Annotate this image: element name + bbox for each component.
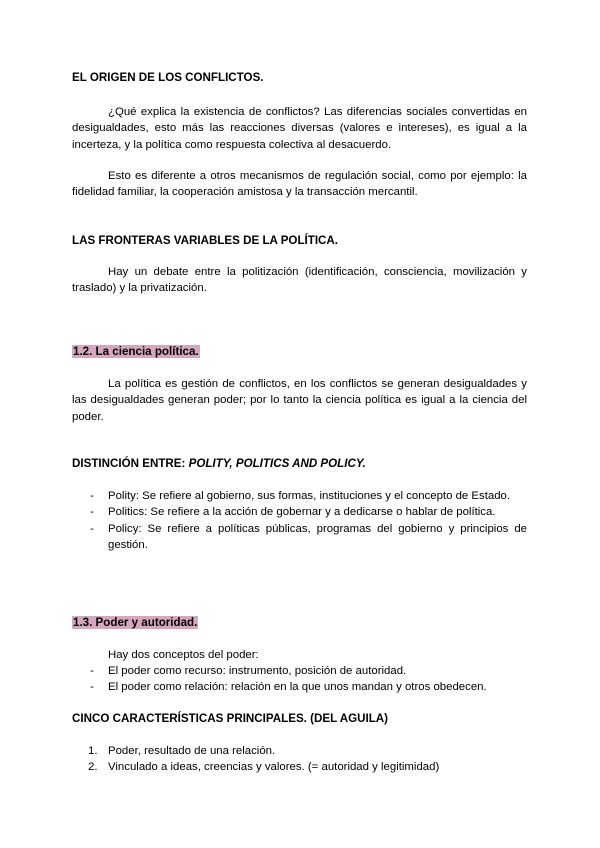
list-item xyxy=(72,679,527,695)
heading-origin: EL ORIGEN DE LOS CONFLICTOS. xyxy=(72,71,264,84)
paragraph-origin-1: ¿Qué explica la existencia de conflictos? Las diferencias sociales convertidas en desigualdades, esto más las reacciones diversas (valores e intereses), es igual a la incerteza, y la política como respuesta colectiva al desacuerdo. xyxy=(72,106,527,151)
number-marker: 2. xyxy=(88,761,98,774)
list-item-text: Polity: Se refiere al gobierno, sus formas, instituciones y el concepto de Estado. xyxy=(108,490,511,502)
paragraph-frontiers-1: Hay un debate entre la politización (identificación, consciencia, movilización y traslado) y la privatización. xyxy=(72,266,527,295)
heading-frontiers: LAS FRONTERAS VARIABLES DE LA POLÍTICA. xyxy=(72,234,339,247)
list-item-text: Politics: Se refiere a la acción de gobernar y a dedicarse o hablar de política. xyxy=(108,506,496,519)
dash-marker: - xyxy=(90,522,94,535)
heading-science-highlight: 1.2. La ciencia política. xyxy=(73,345,199,358)
dash-marker: - xyxy=(90,506,94,519)
list-item-text: Poder, resultado de una relación. xyxy=(108,745,276,757)
power-list xyxy=(72,663,527,696)
dash-marker: - xyxy=(90,665,94,677)
list-item xyxy=(72,521,527,554)
distinction-list xyxy=(72,488,527,553)
heading-science xyxy=(72,344,200,360)
heading-distinction-italic: POLITY, POLITICS AND POLICY. xyxy=(188,457,366,470)
power-intro: Hay dos conceptos del poder: xyxy=(108,649,259,661)
list-item-text: Policy: Se refiere a políticas públicas, programas del gobierno y principios de gestión. xyxy=(108,522,527,551)
list-item-text: El poder como recurso: instrumento, posición de autoridad. xyxy=(108,665,407,677)
five-list xyxy=(72,743,527,776)
list-item xyxy=(72,488,527,504)
heading-distinction xyxy=(72,456,366,472)
list-item-text: Vinculado a ideas, creencias y valores. (= autoridad y legitimidad) xyxy=(108,761,440,774)
heading-five: CINCO CARACTERÍSTICAS PRINCIPALES. (DEL AGUILA) xyxy=(72,712,389,725)
heading-distinction-prefix: DISTINCIÓN ENTRE: xyxy=(72,457,189,470)
heading-power xyxy=(72,615,198,631)
list-item xyxy=(72,504,527,520)
paragraph-origin-2: Esto es diferente a otros mecanismos de regulación social, como por ejemplo: la fidelidad familiar, la cooperación amistosa y la transacción mercantil. xyxy=(72,170,527,199)
dash-marker: - xyxy=(90,681,94,694)
list-item xyxy=(72,743,527,759)
list-item xyxy=(72,663,527,679)
dash-marker: - xyxy=(90,490,94,502)
number-marker: 1. xyxy=(88,745,98,757)
list-item xyxy=(72,759,527,775)
list-item-text: El poder como relación: relación en la que unos mandan y otros obedecen. xyxy=(108,681,487,694)
heading-power-highlight: 1.3. Poder y autoridad. xyxy=(73,616,198,629)
paragraph-science-1: La política es gestión de conflictos, en los conflictos se generan desigualdades y las desigualdades generan poder; por lo tanto la ciencia política es igual a la ciencia del poder. xyxy=(72,378,527,423)
